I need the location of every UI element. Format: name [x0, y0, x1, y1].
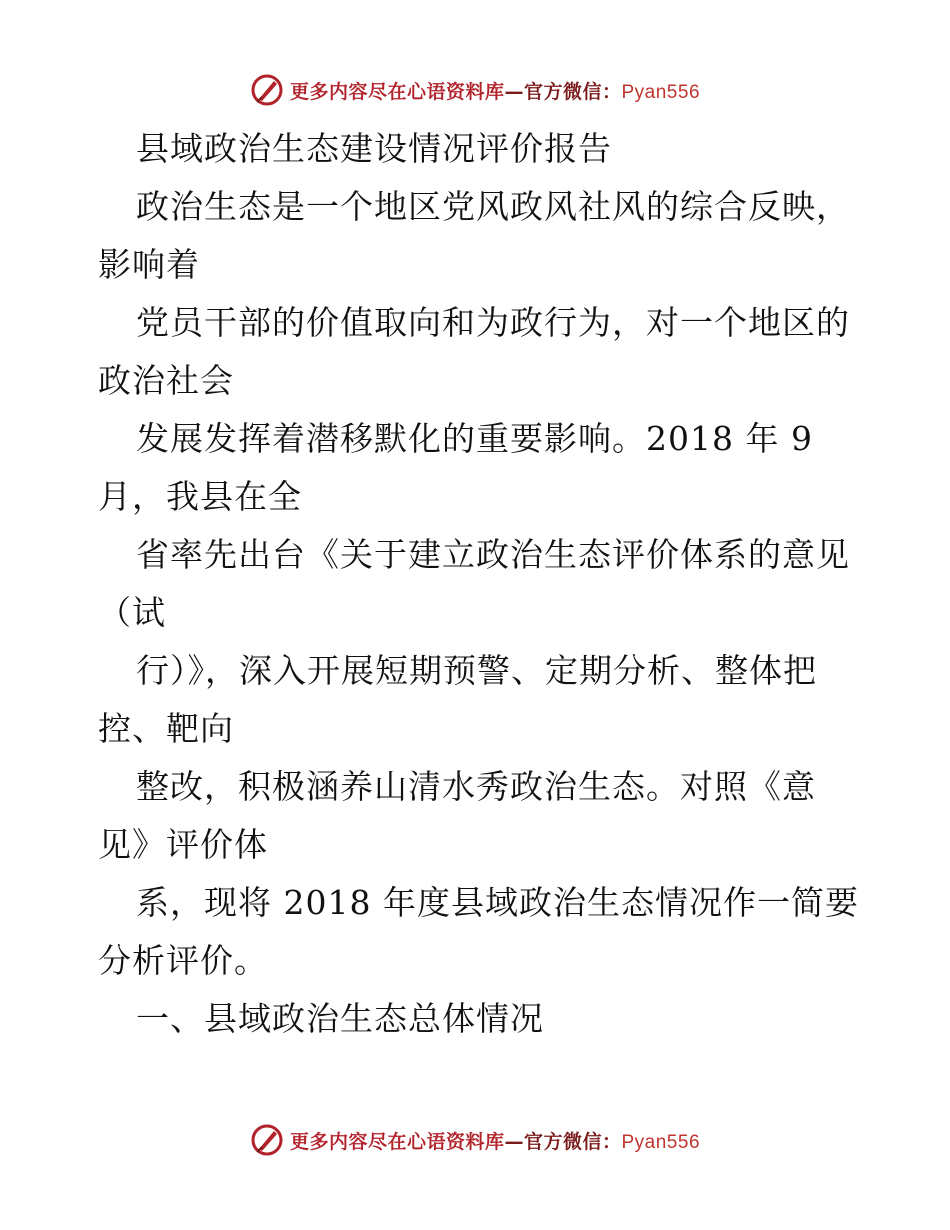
- document-line: 整改，积极涵养山清水秀政治生态。对照《意: [136, 767, 816, 806]
- footer-banner-main: 更多内容尽在心语资料库: [289, 1130, 505, 1153]
- document-line: （试: [98, 593, 166, 632]
- footer-banner-text: [290, 1127, 700, 1154]
- document-line: 影响着: [98, 245, 200, 284]
- header-banner-main: 更多内容尽在心语资料库: [289, 80, 505, 103]
- quill-logo-icon: [250, 73, 284, 107]
- footer-banner-sub: 官方微信：: [523, 1130, 622, 1153]
- document-line: 见》评价体: [98, 825, 268, 864]
- document-line: 政治生态是一个地区党风政风社风的综合反映，: [136, 187, 850, 226]
- document-line: 控、靶向: [98, 709, 234, 748]
- footer-banner: [0, 1120, 950, 1160]
- header-banner: [0, 70, 950, 110]
- header-banner-sub: 官方微信：: [523, 80, 622, 103]
- quill-logo-icon: [250, 1123, 284, 1157]
- header-banner-wechat: Pyan556: [621, 81, 701, 103]
- document-line: 行）》，深入开展短期预警、定期分析、整体把: [136, 651, 817, 690]
- footer-banner-dash: —: [504, 1130, 524, 1153]
- document-line: 分析评价。: [98, 941, 268, 980]
- document-line: 政治社会: [98, 361, 234, 400]
- header-banner-text: [290, 77, 700, 104]
- document-line: 党员干部的价值取向和为政行为，对一个地区的: [136, 303, 850, 342]
- footer-banner-wechat: Pyan556: [621, 1131, 701, 1153]
- section-heading: 一、县域政治生态总体情况: [136, 999, 544, 1038]
- document-line: 系，现将 2018 年度县域政治生态情况作一简要: [136, 883, 859, 922]
- document-body: [98, 120, 858, 1048]
- document-line: 发展发挥着潜移默化的重要影响。2018 年 9: [136, 419, 813, 458]
- document-title: 县域政治生态建设情况评价报告: [136, 129, 612, 168]
- header-banner-dash: —: [504, 80, 524, 103]
- document-line: 省率先出台《关于建立政治生态评价体系的意见: [136, 535, 850, 574]
- document-line: 月，我县在全: [98, 477, 302, 516]
